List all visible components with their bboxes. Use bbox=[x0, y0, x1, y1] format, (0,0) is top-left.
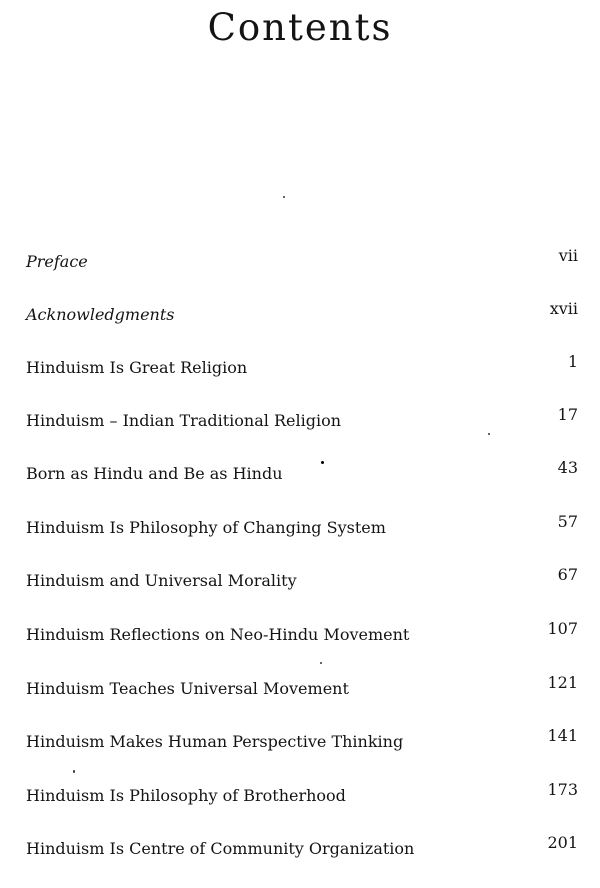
toc-entry-page: xvii bbox=[549, 299, 578, 318]
toc-entry-page: 173 bbox=[547, 780, 578, 799]
toc-entry bbox=[26, 565, 578, 595]
scan-speck bbox=[73, 770, 75, 773]
toc-entry-title: Hinduism Makes Human Perspective Thinking bbox=[26, 732, 404, 751]
toc-entry-title: Hinduism Is Great Religion bbox=[26, 358, 248, 377]
toc-entry-title: Hinduism Is Philosophy of Brotherhood bbox=[26, 786, 346, 805]
toc-entry-title: Hinduism Teaches Universal Movement bbox=[26, 679, 349, 698]
page-title: Contents bbox=[207, 6, 393, 49]
toc-entry bbox=[26, 352, 578, 382]
toc-entry bbox=[26, 619, 578, 649]
toc-entry-title: Hinduism Is Philosophy of Changing System bbox=[26, 518, 386, 537]
scan-speck bbox=[488, 433, 490, 435]
toc-entry bbox=[26, 833, 578, 863]
toc-entry-page: 17 bbox=[557, 405, 578, 424]
toc-entry bbox=[26, 512, 578, 542]
toc-entry-title: Born as Hindu and Be as Hindu bbox=[26, 464, 283, 483]
toc-entry-title: Acknowledgments bbox=[26, 305, 175, 324]
scan-speck bbox=[283, 196, 285, 198]
toc-entry-page: 201 bbox=[547, 833, 578, 852]
toc-entry-page: 1 bbox=[567, 352, 578, 371]
toc-entry-acknowledgments bbox=[26, 299, 578, 329]
toc-entry bbox=[26, 780, 578, 810]
toc-entry-page: 107 bbox=[547, 619, 578, 638]
toc-entry-page: 67 bbox=[557, 565, 578, 584]
scan-speck bbox=[320, 662, 322, 664]
toc-entry-title: Hinduism – Indian Traditional Religion bbox=[26, 411, 341, 430]
toc-entry-page: 141 bbox=[547, 726, 578, 745]
toc-entry bbox=[26, 405, 578, 435]
toc-entry-page: 121 bbox=[547, 673, 578, 692]
scan-speck bbox=[321, 461, 324, 464]
toc-entry bbox=[26, 458, 578, 488]
toc-entry-title: Hinduism and Universal Morality bbox=[26, 571, 297, 590]
toc-entry-title: Preface bbox=[26, 252, 88, 271]
toc-entry bbox=[26, 726, 578, 756]
toc-entry-preface bbox=[26, 246, 578, 276]
toc-entry-page: 43 bbox=[557, 458, 578, 477]
toc-entry-page: vii bbox=[558, 246, 578, 265]
toc-entry bbox=[26, 673, 578, 703]
toc-entry-title: Hinduism Is Centre of Community Organization bbox=[26, 839, 415, 858]
toc-entry-title: Hinduism Reflections on Neo-Hindu Movement bbox=[26, 625, 410, 644]
toc-entry-page: 57 bbox=[557, 512, 578, 531]
